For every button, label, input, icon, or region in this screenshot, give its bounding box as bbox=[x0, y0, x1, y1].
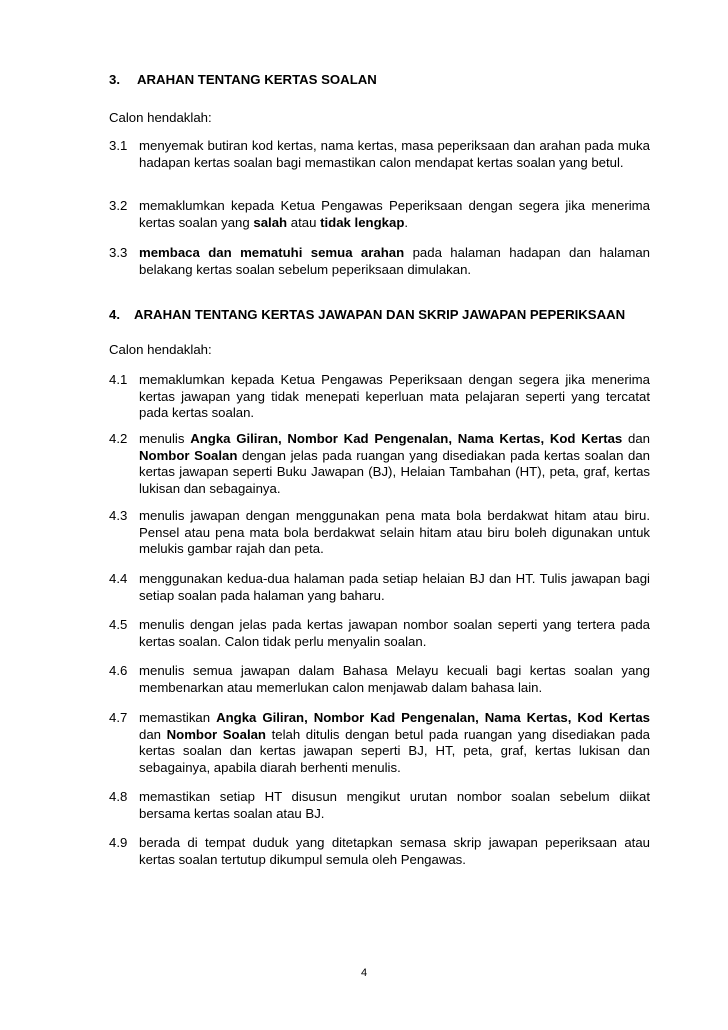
text-run: . bbox=[404, 214, 409, 230]
list-item bbox=[109, 372, 650, 422]
page-number: 4 bbox=[360, 967, 368, 979]
list-item bbox=[109, 710, 650, 776]
section-3-intro: Calon hendaklah: bbox=[109, 110, 212, 125]
item-number: 4.6 bbox=[109, 663, 128, 678]
item-number: 4.9 bbox=[109, 835, 128, 850]
bold-text: salah bbox=[253, 214, 288, 230]
text-run: memaklumkan kepada Ketua Pengawas Peperiksaan dengan segera jika menerima kertas soalan yang bbox=[139, 198, 650, 230]
bold-text: Angka Giliran, Nombor Kad Pengenalan, Nama Kertas, Kod Kertas bbox=[190, 431, 623, 446]
item-text bbox=[139, 571, 650, 604]
list-item bbox=[109, 245, 650, 278]
list-item bbox=[109, 508, 650, 558]
text-run: menggunakan kedua-dua halaman pada setiap helaian BJ dan HT. Tulis jawapan bagi setiap soalan pada halaman yang baharu. bbox=[139, 571, 650, 603]
item-text bbox=[139, 372, 650, 422]
text-run: pada halaman hadapan dan halaman belakang kertas soalan sebelum peperiksaan dimulakan. bbox=[139, 245, 650, 277]
list-item bbox=[109, 431, 650, 497]
item-text bbox=[139, 508, 650, 558]
item-number: 4.5 bbox=[109, 617, 128, 632]
list-item bbox=[109, 571, 650, 604]
text-run: memaklumkan kepada Ketua Pengawas Peperiksaan dengan segera jika menerima kertas jawapan yang tidak menepati keperluan mata pelajaran seperti yang tercatat pada kertas soalan. bbox=[139, 372, 650, 420]
item-number: 3.2 bbox=[109, 198, 128, 213]
item-number: 4.3 bbox=[109, 508, 128, 523]
text-run: telah ditulis dengan betul pada ruangan yang disediakan pada kertas soalan dan kertas jawapan seperti BJ, HT, peta, graf, kertas lukisan dan sebagainya, apabila diarah berhenti menulis. bbox=[139, 726, 650, 775]
text-run: dan bbox=[622, 431, 651, 446]
item-text bbox=[139, 138, 650, 171]
item-text bbox=[139, 617, 650, 650]
bold-text: tidak lengkap bbox=[320, 214, 405, 230]
section-4-title: ARAHAN TENTANG KERTAS JAWAPAN DAN SKRIP JAWAPAN PEPERIKSAAN bbox=[134, 307, 626, 322]
item-number: 4.8 bbox=[109, 789, 128, 804]
list-item bbox=[109, 198, 650, 231]
section-4-heading bbox=[109, 307, 625, 323]
list-item bbox=[109, 617, 650, 650]
item-number: 4.2 bbox=[109, 431, 128, 446]
item-text bbox=[139, 431, 650, 497]
item-number: 4.4 bbox=[109, 571, 128, 586]
bold-text: Angka Giliran, Nombor Kad Pengenalan, Nama Kertas, Kod Kertas bbox=[216, 710, 650, 725]
list-item bbox=[109, 835, 650, 868]
text-run: menyemak butiran kod kertas, nama kertas, masa peperiksaan dan arahan pada muka hadapan kertas soalan bagi memastikan calon mendapat kertas soalan yang betul. bbox=[139, 138, 650, 170]
item-text bbox=[139, 245, 650, 278]
item-text bbox=[139, 835, 650, 868]
item-text bbox=[139, 663, 650, 696]
section-4-number: 4. bbox=[109, 307, 120, 322]
text-run: dengan jelas pada ruangan yang disediakan pada kertas soalan dan kertas jawapan seperti Buku Jawapan (BJ), Helaian Tambahan (HT), peta, graf, kertas lukisan dan sebagainya. bbox=[139, 447, 650, 496]
bold-text: Nombor Soalan bbox=[139, 447, 238, 463]
text-run: dan bbox=[139, 726, 167, 742]
text-run: menulis semua jawapan dalam Bahasa Melayu kecuali bagi kertas soalan yang membenarkan atau memerlukan calon menjawab dalam bahasa lain. bbox=[139, 663, 650, 695]
text-run: menulis dengan jelas pada kertas jawapan nombor soalan seperti yang tertera pada kertas soalan. Calon tidak perlu menyalin soalan. bbox=[139, 617, 650, 649]
item-text bbox=[139, 198, 650, 231]
section-3-number: 3. bbox=[109, 72, 120, 87]
bold-text: membaca dan mematuhi semua arahan bbox=[139, 245, 405, 260]
section-4-intro: Calon hendaklah: bbox=[109, 342, 212, 357]
text-run: memastikan bbox=[139, 710, 217, 725]
item-number: 3.1 bbox=[109, 138, 128, 153]
text-run: memastikan setiap HT disusun mengikut urutan nombor soalan sebelum diikat bersama kertas soalan atau BJ. bbox=[139, 789, 650, 821]
item-number: 3.3 bbox=[109, 245, 128, 260]
section-3-title: ARAHAN TENTANG KERTAS SOALAN bbox=[137, 72, 377, 87]
list-item bbox=[109, 789, 650, 822]
item-number: 4.1 bbox=[109, 372, 128, 387]
text-run: menulis bbox=[139, 431, 191, 446]
text-run: atau bbox=[287, 214, 321, 230]
item-text bbox=[139, 710, 650, 776]
list-item bbox=[109, 138, 650, 171]
section-3-heading bbox=[109, 72, 377, 88]
item-text bbox=[139, 789, 650, 822]
text-run: berada di tempat duduk yang ditetapkan semasa skrip jawapan peperiksaan atau kertas soalan tertutup dikumpul semula oleh Pengawas. bbox=[139, 835, 650, 867]
text-run: menulis jawapan dengan menggunakan pena mata bola berdakwat hitam atau biru. Pensel atau pena mata bola berdakwat selain hitam atau biru boleh digunakan untuk melukis gambar rajah dan peta. bbox=[139, 508, 650, 556]
item-number: 4.7 bbox=[109, 710, 128, 725]
list-item bbox=[109, 663, 650, 696]
bold-text: Nombor Soalan bbox=[166, 726, 266, 742]
